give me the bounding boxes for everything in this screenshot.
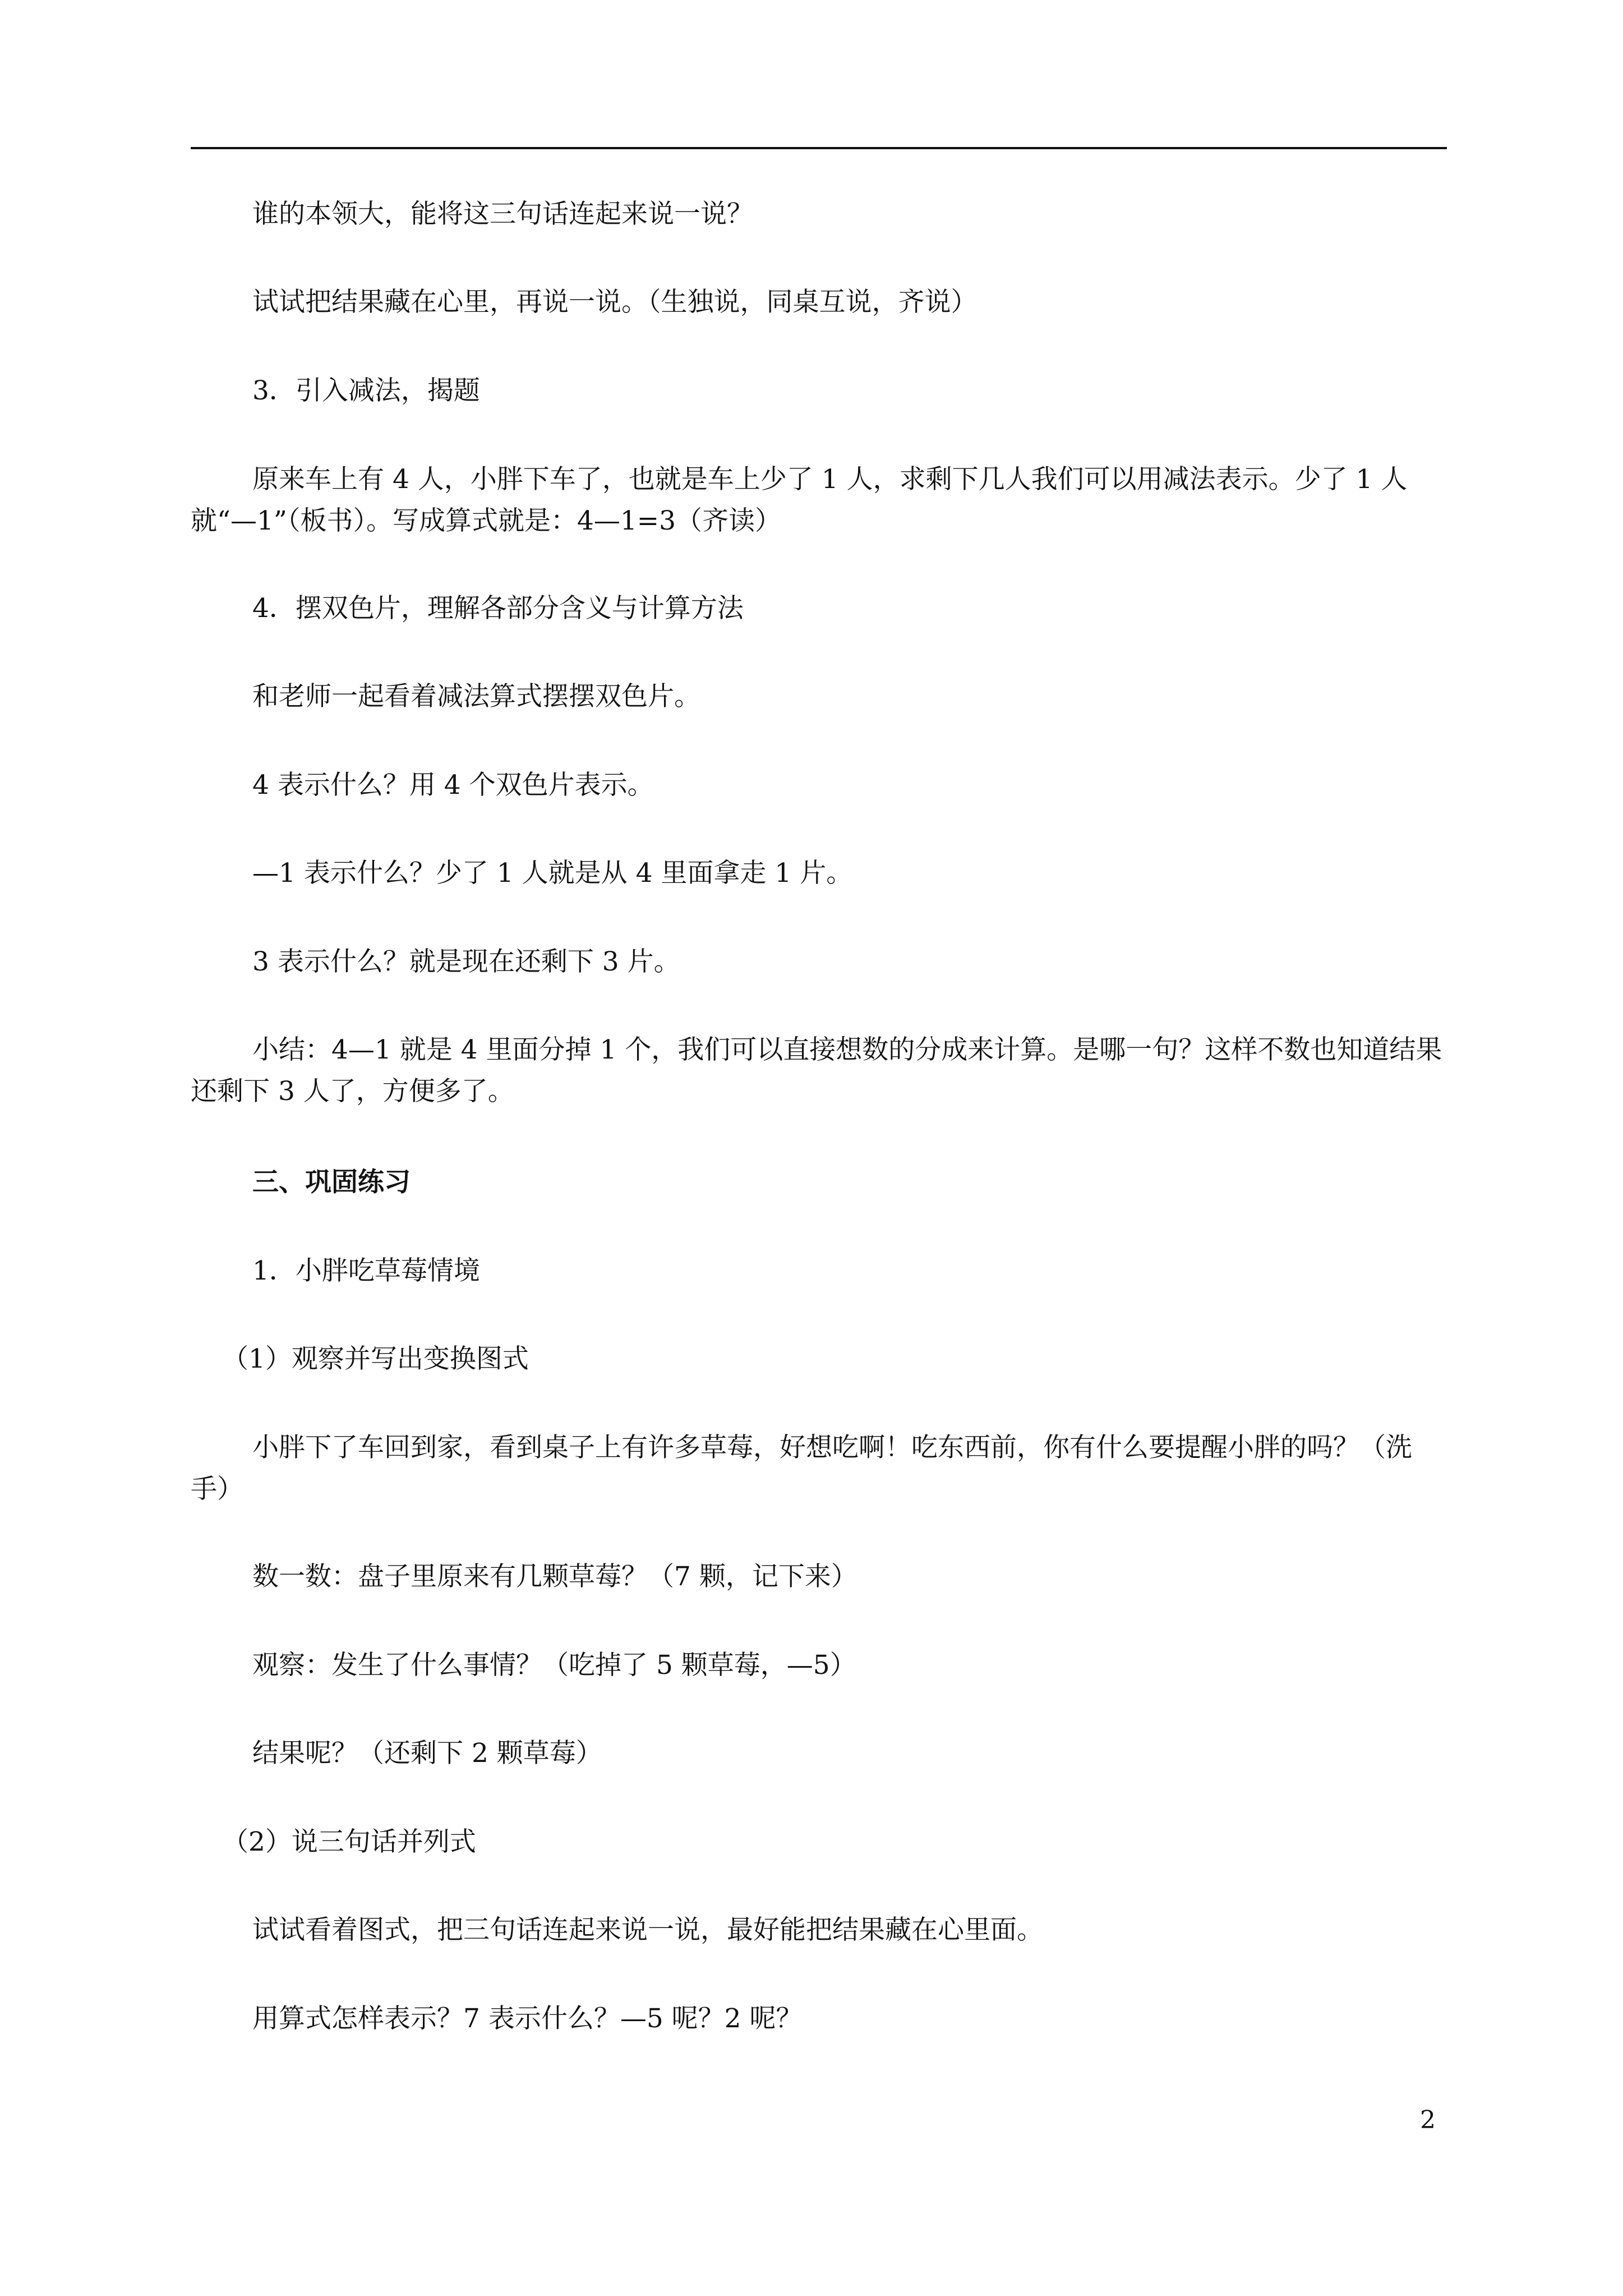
summary-paragraph: 小结：4—1 就是 4 里面分掉 1 个，我们可以直接想数的分成来计算。是哪一句？这样不数也知道结果还剩下 3 人了，方便多了。 [191, 1034, 1442, 1107]
paragraph-9: 3 表示什么？就是现在还剩下 3 片。 [252, 946, 680, 977]
paragraph-observe: 观察：发生了什么事情？（吃掉了 5 颗草莓，—5） [252, 1650, 856, 1681]
page-number: 2 [1420, 2106, 1436, 2134]
paragraph-equation: 用算式怎样表示？7 表示什么？—5 呢？2 呢？ [252, 2003, 803, 2034]
document-body [191, 194, 1447, 2040]
subheading-strawberry: 1．小胖吃草莓情境 [252, 1255, 480, 1286]
section-heading-3: 3．引入减法，揭题 [252, 375, 480, 406]
paragraph-try: 试试看着图式，把三句话连起来说一说，最好能把结果藏在心里面。 [252, 1915, 1043, 1945]
header-rule [191, 147, 1447, 149]
section-heading-4: 4．摆双色片，理解各部分含义与计算方法 [252, 593, 744, 624]
subheading-three-sentences: （2）说三句话并列式 [222, 1826, 476, 1857]
section-heading-practice: 三、巩固练习 [252, 1167, 411, 1198]
subheading-observe: （1）观察并写出变换图式 [222, 1343, 529, 1374]
paragraph-7: 4 表示什么？用 4 个双色片表示。 [252, 770, 654, 800]
paragraph-2: 试试把结果藏在心里，再说一说。（生独说，同桌互说，齐说） [252, 287, 978, 318]
paragraph-6: 和老师一起看着减法算式摆摆双色片。 [252, 681, 700, 712]
paragraph-8: —1 表示什么？少了 1 人就是从 4 里面拿走 1 片。 [252, 858, 853, 889]
paragraph-result: 结果呢？（还剩下 2 颗草莓） [252, 1738, 602, 1769]
paragraph-story: 小胖下了车回到家，看到桌子上有许多草莓，好想吃啊！吃东西前，你有什么要提醒小胖的吗？（洗手） [191, 1432, 1412, 1504]
paragraph-count: 数一数：盘子里原来有几颗草莓？（7 颗，记下来） [252, 1561, 857, 1592]
paragraph-1: 谁的本领大，能将这三句话连起来说一说？ [252, 199, 753, 229]
paragraph-4: 原来车上有 4 人，小胖下车了，也就是车上少了 1 人，求剩下几人我们可以用减法表示。少了 1 人就“—1”（板书）。写成算式就是：4—1=3（齐读） [191, 464, 1408, 536]
